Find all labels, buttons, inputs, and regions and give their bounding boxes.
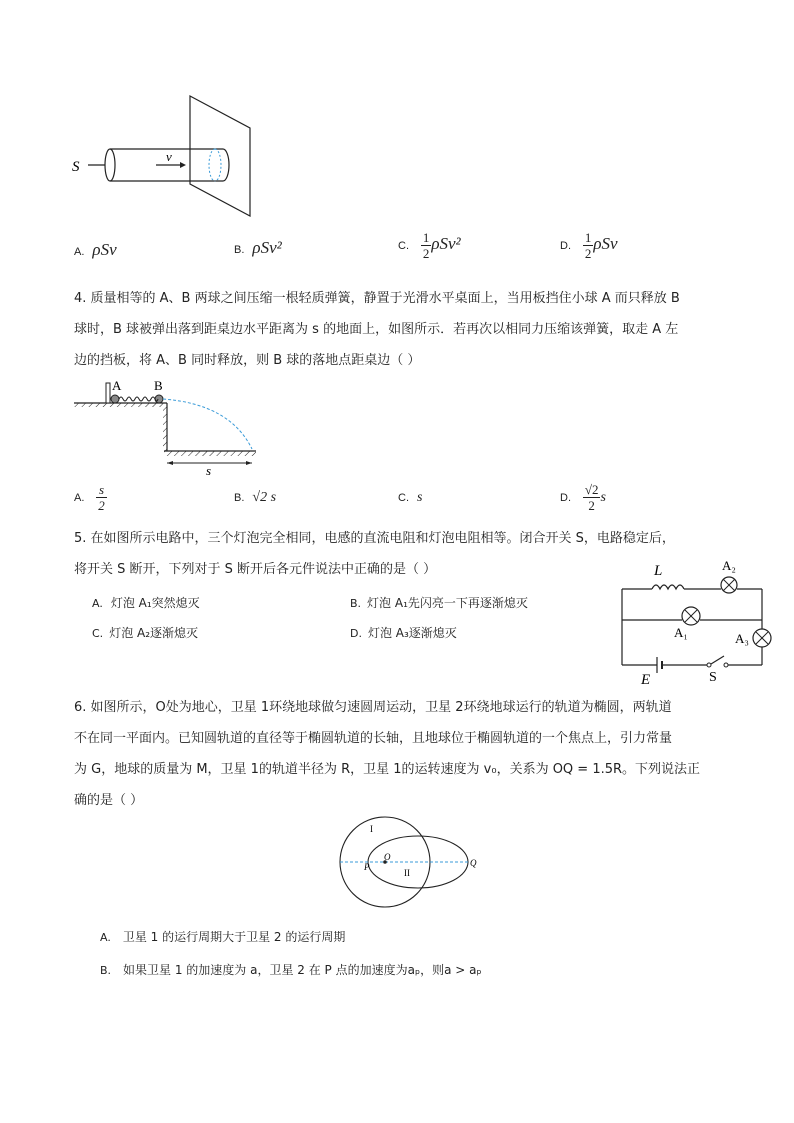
label-e: E [641,672,651,686]
q4-option-c[interactable]: C. s [398,490,423,505]
q4-line-2: 球时，B 球被弹出落到距桌边水平距离为 s 的地面上，如图所示．若再次以相同力压缩该弹簧，取走 A 左 [74,322,679,337]
q5-line-1: 5. 在如图所示电路中，三个灯泡完全相同，电感的直流电阻和灯泡电阻相等。闭合开关 S，电路稳定后， [74,531,675,546]
q4-option-b[interactable]: B. √2 s [234,490,277,505]
q4-option-d[interactable]: D. $\frac{√2}{2}$ s [560,482,606,513]
q4-line-1: 4. 质量相等的 A、B 两球之间压缩一根轻质弹簧，静置于光滑水平桌面上，当用板挡住小球 A 而只释放 B [74,291,680,306]
label-ii: II [404,868,410,878]
pipe-figure [68,92,268,222]
circuit-figure [612,556,782,686]
q3-option-d[interactable]: D. $\frac{1}{2}$ ρSv [560,230,618,261]
q3-option-b[interactable]: B. ρSv² [234,238,282,257]
q5-option-b[interactable]: B. 灯泡 A₁先闪亮一下再逐渐熄灭 [350,596,528,610]
fraction: $\frac{1}{2}$ [422,230,430,261]
fraction: $\frac{√2}{2}$ [584,482,599,513]
s-label: S [72,159,80,175]
label-l: L [654,563,663,579]
fraction: $\frac{s}{2}$ [98,482,105,513]
label-a1: A₁ [674,625,688,640]
q5-option-d[interactable]: D. 灯泡 A₃逐渐熄灭 [350,626,457,640]
q3-option-a[interactable]: A. ρSv [74,240,117,259]
q6-line-4: 确的是（ ） [74,793,144,808]
label-a3: A₃ [735,631,749,646]
q4-option-a[interactable]: A. $\frac{s}{2}$ [74,482,105,513]
q4-line-3: 边的挡板，将 A、B 同时释放，则 B 球的落地点距桌边（ ） [74,353,421,368]
q6-option-b[interactable]: B. 如果卫星 1 的加速度为 a，卫星 2 在 P 点的加速度为aₚ，则a > aₚ [100,963,482,977]
label-s: s [206,463,212,478]
label-o: O [384,852,391,862]
spring-table-figure [70,376,270,478]
fraction: $\frac{1}{2}$ [584,230,592,261]
q5-option-a[interactable]: A. 灯泡 A₁突然熄灭 [92,596,200,610]
label-a2: A₂ [722,558,736,573]
orbit-figure [330,814,490,910]
label-s: S [709,670,717,685]
label-a: A [112,378,122,393]
label-p: P [364,862,370,872]
v-label: v [166,149,172,164]
label-i: I [370,824,373,834]
q3-option-c[interactable]: C. $\frac{1}{2}$ ρSv² [398,230,461,261]
q6-line-1: 6. 如图所示，O处为地心，卫星 1环绕地球做匀速圆周运动，卫星 2环绕地球运行的轨道为椭圆，两轨道 [74,700,672,715]
q5-option-c[interactable]: C. 灯泡 A₂逐渐熄灭 [92,626,199,640]
q6-line-2: 不在同一平面内。已知圆轨道的直径等于椭圆轨道的长轴，且地球位于椭圆轨道的一个焦点上，引力常量 [74,731,673,746]
q5-line-2: 将开关 S 断开，下列对于 S 断开后各元件说法中正确的是（ ） [74,562,437,577]
q6-line-3: 为 G，地球的质量为 M，卫星 1的轨道半径为 R，卫星 1的运转速度为 v₀，关系为 OQ = 1.5R。下列说法正 [74,762,701,777]
label-q: Q [470,858,477,868]
label-b: B [154,378,163,393]
q6-option-a[interactable]: A. 卫星 1 的运行周期大于卫星 2 的运行周期 [100,930,346,944]
